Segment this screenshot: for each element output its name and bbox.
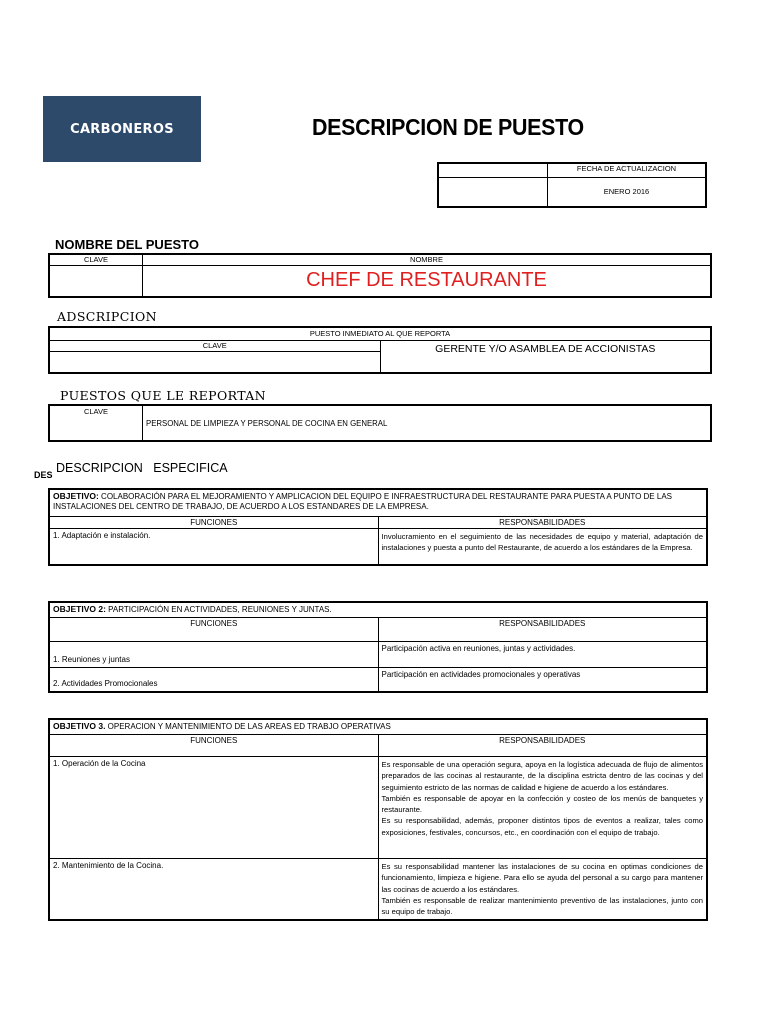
objetivo3-funcion-2: 2. Mantenimiento de la Cocina. [49, 859, 378, 921]
puestos-reportan-label: PUESTOS QUE LE REPORTAN [60, 388, 267, 403]
responsabilidad-paragraph: Es su responsabilidad, además, proponer distintos tipos de eventos a realizar, tales como exposiciones, festivales, concursos, etc., en coordinación con el equipo de trabajo. [381, 816, 703, 837]
responsabilidades-header: RESPONSABILIDADES [378, 517, 707, 529]
fecha-label: FECHA DE ACTUALIZACION [548, 163, 707, 177]
adscripcion-clave-value [49, 351, 380, 373]
puestos-reportan-table [48, 404, 712, 442]
responsabilidad-paragraph: Es responsable de una operación segura, apoya en la logística adecuada de flujo de alimentos preparados de las cocinas al restaurante, de la disciplina estricta dentro de las cocinas y del seguimiento estricto de las normas de calidad e higiene de acuerdo a los estándares. [381, 760, 703, 792]
objetivo2-funcion-2: 2. Actividades Promocionales [49, 668, 378, 692]
objetivo1-text: COLABORACIÓN PARA EL MEJORAMIENTO Y AMPLICACION DEL EQUIPO E INFRAESTRUCTURA DEL RESTAURANTE PARA PUESTA A PUNTO DE LAS INSTALACIONES DEL CENTRO DE TRABAJO, DE ACUERDO A LOS ESTANDARES DE LA EMPRESA. [53, 492, 672, 511]
objetivo2-table [48, 601, 708, 693]
responsabilidad-paragraph: También es responsable de realizar mantenimiento preventivo de las instalaciones, junto con su equipo de trabajo. [381, 895, 703, 917]
company-logo: CARBONEROS [43, 96, 201, 162]
reporta-label: PUESTO INMEDIATO AL QUE REPORTA [49, 327, 711, 340]
responsabilidad-paragraph: También es responsable de apoyar en la confección y costeo de los menús de banquetes y restaurante. [381, 793, 703, 815]
responsabilidad-paragraph: Es su responsabilidad mantener las instalaciones de su cocina en optimas condiciones de funcionamiento, limpieza e higiene. Para ello se ayuda del personal a su cargo para mantener las cocinas de acuerdo a los estándares. [381, 862, 703, 894]
objetivo3-header [49, 719, 707, 735]
descripcion-prefix: DES [34, 470, 53, 480]
responsabilidades-header: RESPONSABILIDADES [378, 735, 707, 757]
objetivo3-responsabilidad-2 [378, 859, 707, 921]
clave-value [49, 266, 143, 297]
objetivo1-responsabilidad-1: Involucramiento en el seguimiento de las necesidades de equipo y material, adaptación de instalaciones y puesta a punto del Restaurante, de acuerdo a los estándares de la Empresa. [378, 529, 707, 565]
objetivo2-label: OBJETIVO 2: [53, 604, 106, 614]
fecha-table [437, 162, 707, 208]
adscripcion-label: ADSCRIPCION [57, 309, 158, 324]
objetivo1-label: OBJETIVO: [53, 491, 99, 501]
funciones-header: FUNCIONES [49, 517, 378, 529]
objetivo1-funcion-1: 1. Adaptación e instalación. [49, 529, 378, 565]
clave-label: CLAVE [49, 254, 143, 266]
responsabilidades-header: RESPONSABILIDADES [378, 618, 707, 642]
nombre-puesto-table [48, 253, 712, 298]
adscripcion-table [48, 326, 712, 374]
fecha-blank-cell [438, 163, 548, 177]
reportan-value: PERSONAL DE LIMPIEZA Y PERSONAL DE COCINA EN GENERAL [143, 405, 712, 441]
objetivo2-funcion-1: 1. Reuniones y juntas [49, 642, 378, 668]
objetivo3-funcion-1: 1. Operación de la Cocina [49, 757, 378, 859]
page-title: DESCRIPCION DE PUESTO [312, 114, 584, 140]
objetivo3-table [48, 718, 708, 921]
descripcion-label: DESCRIPCION ESPECIFICA [56, 461, 228, 475]
nombre-label: NOMBRE [143, 254, 712, 266]
objetivo3-text: OPERACION Y MANTENIMIENTO DE LAS AREAS ED TRABJO OPERATIVAS [105, 722, 391, 731]
objetivo2-header [49, 602, 707, 618]
objetivo1-table [48, 488, 708, 566]
reportan-clave-label: CLAVE [49, 405, 143, 441]
objetivo1-header [49, 489, 707, 517]
objetivo2-text: PARTICIPACIÓN EN ACTIVIDADES, REUNIONES Y JUNTAS. [105, 605, 332, 614]
adscripcion-clave-label: CLAVE [49, 340, 380, 351]
fecha-blank-cell-2 [438, 177, 548, 207]
objetivo3-responsabilidad-1 [378, 757, 707, 859]
nombre-puesto-label: NOMBRE DEL PUESTO [55, 237, 199, 252]
puesto-nombre-value: CHEF DE RESTAURANTE [143, 266, 712, 297]
objetivo3-label: OBJETIVO 3. [53, 721, 106, 731]
fecha-value: ENERO 2016 [548, 177, 707, 207]
reporta-value: GERENTE Y/O ASAMBLEA DE ACCIONISTAS [380, 340, 711, 373]
funciones-header: FUNCIONES [49, 735, 378, 757]
funciones-header: FUNCIONES [49, 618, 378, 642]
objetivo2-responsabilidad-1: Participación activa en reuniones, juntas y actividades. [378, 642, 707, 668]
objetivo2-responsabilidad-2: Participación en actividades promocionales y operativas [378, 668, 707, 692]
